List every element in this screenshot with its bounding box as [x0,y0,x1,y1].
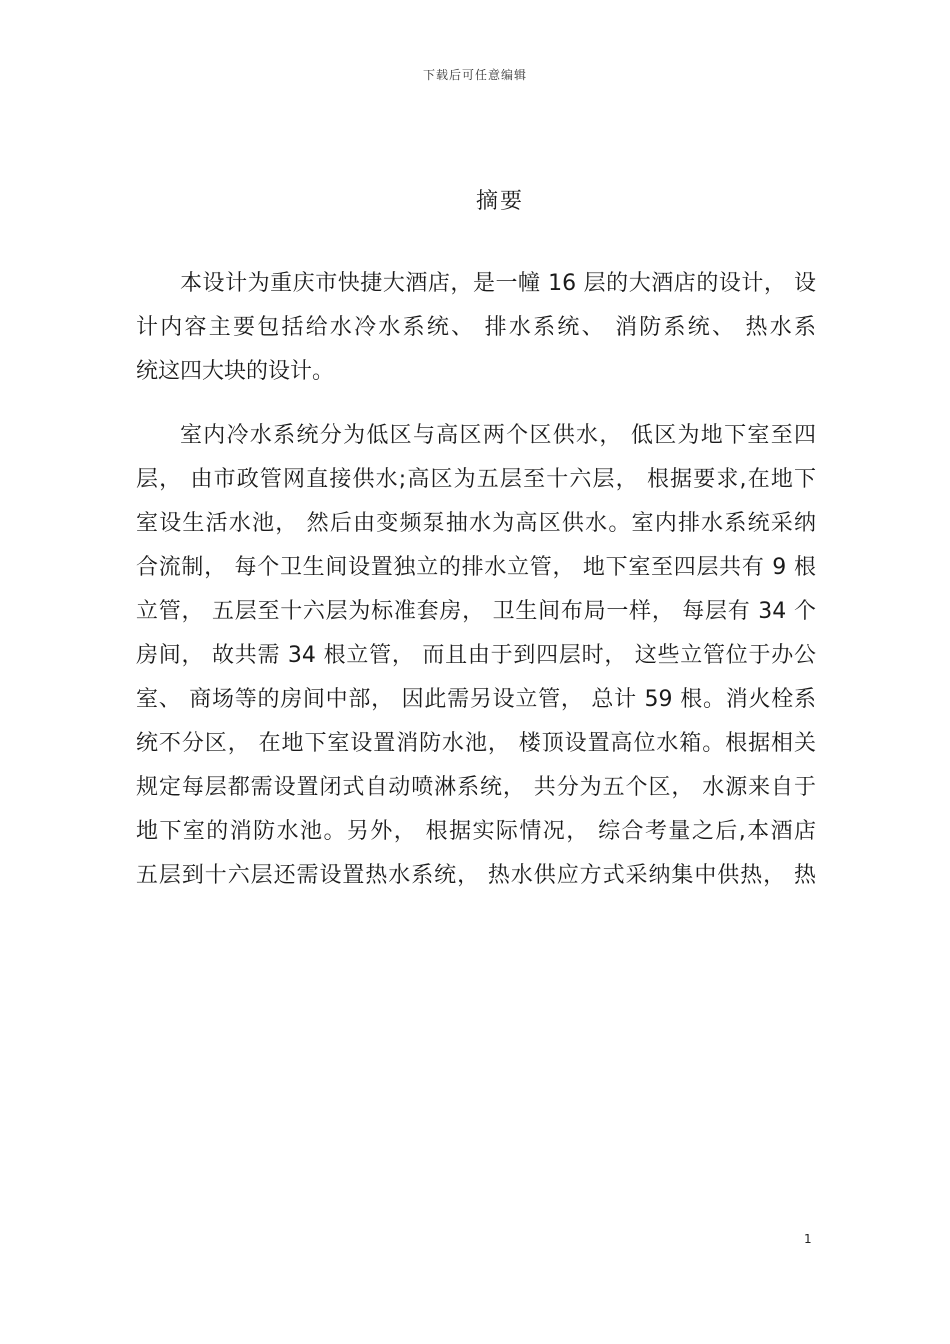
paragraph-1 [136,262,816,394]
text-line: 统不分区， 在地下室设置消防水池， 楼顶设置高位水箱。根据相关 [136,731,816,756]
text-line: 室内冷水系统分为低区与高区两个区供水， 低区为地下室至四 [180,423,816,448]
text-line: 计内容主要包括给水冷水系统、 排水系统、 消防系统、 热水系 [136,315,816,340]
text-line: 室设生活水池， 然后由变频泵抽水为高区供水。室内排水系统采纳 [136,511,816,536]
text-line: 合流制， 每个卫生间设置独立的排水立管， 地下室至四层共有 9 根 [136,555,816,580]
page-number: 1 [804,1232,812,1246]
text-line: 房间， 故共需 34 根立管， 而且由于到四层时， 这些立管位于办公 [136,643,816,668]
abstract-body [136,262,816,898]
paragraph-2 [136,414,816,898]
text-line: 室、 商场等的房间中部， 因此需另设立管， 总计 59 根。消火栓系 [136,687,816,712]
text-line: 立管， 五层至十六层为标准套房， 卫生间布局一样， 每层有 34 个 [136,599,816,624]
header-note: 下载后可任意编辑 [422,68,527,82]
page-title: 摘要 [475,189,524,214]
text-line: 本设计为重庆市快捷大酒店，是一幢 16 层的大酒店的设计， 设 [180,271,816,296]
text-line: 规定每层都需设置闭式自动喷淋系统， 共分为五个区， 水源来自于 [136,775,816,800]
text-line: 层， 由市政管网直接供水;高区为五层至十六层， 根据要求,在地下 [136,467,816,492]
text-line: 五层到十六层还需设置热水系统， 热水供应方式采纳集中供热， 热 [136,863,816,888]
text-line: 地下室的消防水池。另外， 根据实际情况， 综合考量之后,本酒店 [136,819,816,844]
text-line: 统这四大块的设计。 [136,359,335,384]
